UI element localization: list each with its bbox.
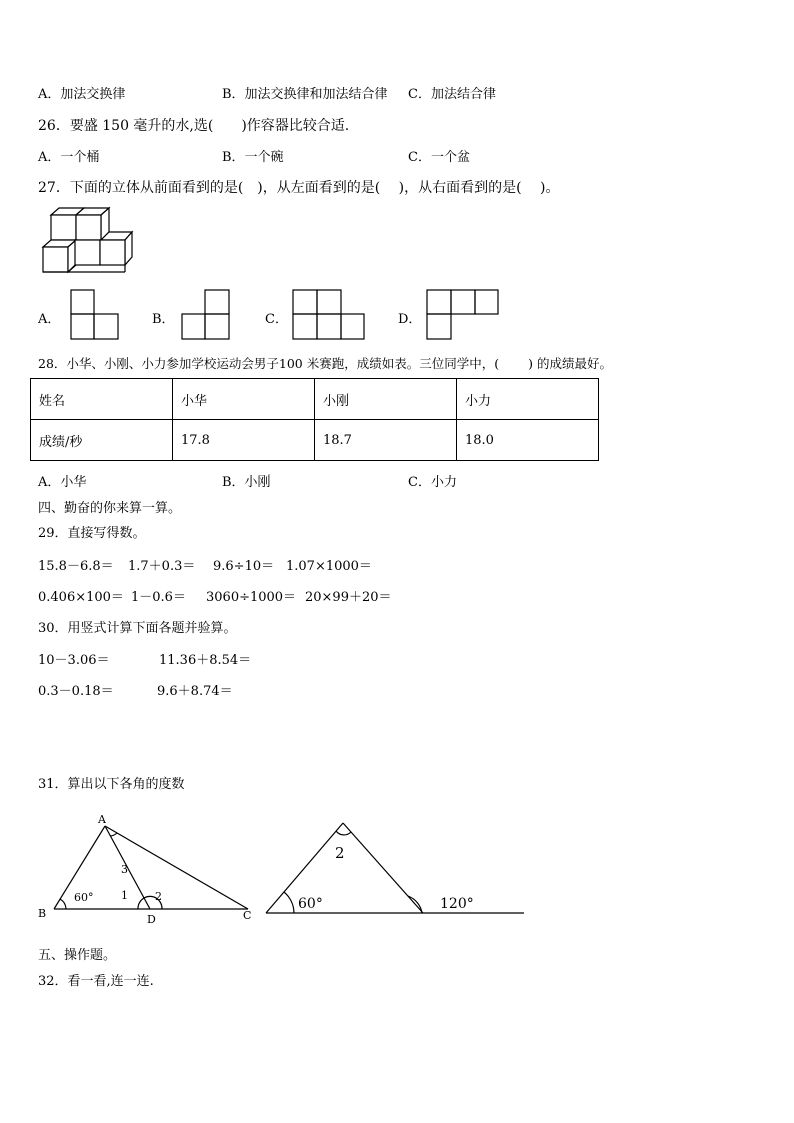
cube-stack-figure xyxy=(40,205,136,277)
q29-item: 15.8－6.8＝ xyxy=(38,559,114,574)
angle-1-label: 1 xyxy=(121,889,128,902)
q30-item: 11.36＋8.54＝ xyxy=(159,653,252,668)
q29-question: 29．直接写得数。 xyxy=(38,526,146,541)
q27-option-a-label: A． xyxy=(38,312,61,327)
table-cell: 成绩/秒 xyxy=(31,420,173,461)
q27-option-a-view xyxy=(70,289,120,341)
q25-option-c: C．加法结合律 xyxy=(408,87,496,102)
angle-60-label: 60° xyxy=(298,896,323,912)
q26-option-a: A．一个桶 xyxy=(38,150,100,165)
q30-item: 10－3.06＝ xyxy=(38,653,110,668)
q29-item: 9.6÷10＝ xyxy=(213,559,275,574)
q26-option-b: B．一个碗 xyxy=(222,150,284,165)
q28-score-table xyxy=(30,378,599,461)
table-cell: 姓名 xyxy=(31,379,173,420)
q29-item: 3060÷1000＝ xyxy=(206,590,297,605)
q30-question: 30．用竖式计算下面各题并验算。 xyxy=(38,621,237,636)
table-cell: 小力 xyxy=(457,379,599,420)
angle-b-label: 60° xyxy=(74,891,94,904)
q31-question: 31．算出以下各角的度数 xyxy=(38,777,185,792)
angle-2-label: 2 xyxy=(335,844,345,862)
angle-120-label: 120° xyxy=(440,896,474,912)
q30-item: 9.6＋8.74＝ xyxy=(157,684,233,699)
vertex-a-label: A xyxy=(98,813,106,826)
table-cell: 小华 xyxy=(173,379,315,420)
q29-item: 1－0.6＝ xyxy=(131,590,186,605)
table-header-row xyxy=(31,379,599,420)
q28-question: 28．小华、小刚、小力参加学校运动会男子100 米赛跑，成绩如表。三位同学中，( ) 的成绩最好。 xyxy=(38,356,612,371)
table-cell: 17.8 xyxy=(173,420,315,461)
q29-item: 1.7＋0.3＝ xyxy=(128,559,196,574)
q27-option-b-label: B． xyxy=(152,312,175,327)
section4-title: 四、勤奋的你来算一算。 xyxy=(38,501,182,516)
q29-item: 20×99＋20＝ xyxy=(305,590,392,605)
q25-option-a: A．加法交换律 xyxy=(38,87,126,102)
q28-option-c: C．小力 xyxy=(408,475,457,490)
q27-option-b-view xyxy=(181,289,231,341)
table-row xyxy=(31,420,599,461)
q29-item: 1.07×1000＝ xyxy=(286,559,372,574)
q28-option-a: A．小华 xyxy=(38,475,87,490)
q27-option-d-label: D． xyxy=(398,312,422,327)
angle-3-label: 3 xyxy=(121,863,128,876)
q27-option-d-view xyxy=(426,289,500,341)
q30-item: 0.3－0.18＝ xyxy=(38,684,114,699)
q27-question: 27．下面的立体从前面看到的是( )，从左面看到的是( )，从右面看到的是( )。 xyxy=(38,180,560,196)
vertex-d-label: D xyxy=(147,913,156,926)
q25-option-b: B．加法交换律和加法结合律 xyxy=(222,87,388,102)
q26-option-c: C．一个盆 xyxy=(408,150,470,165)
q31-triangle-abc-figure xyxy=(34,810,264,925)
table-cell: 小刚 xyxy=(315,379,457,420)
q32-question: 32．看一看,连一连. xyxy=(38,974,154,989)
table-cell: 18.7 xyxy=(315,420,457,461)
vertex-c-label: C xyxy=(243,909,252,922)
angle-2-label: 2 xyxy=(155,890,162,903)
q27-option-c-view xyxy=(292,289,366,341)
q26-question: 26．要盛 150 毫升的水,选( )作容器比较合适. xyxy=(38,118,350,134)
q31-triangle-exterior-figure xyxy=(264,815,529,920)
q29-item: 0.406×100＝ xyxy=(38,590,124,605)
table-cell: 18.0 xyxy=(457,420,599,461)
vertex-b-label: B xyxy=(38,907,47,920)
q27-option-c-label: C． xyxy=(265,312,288,327)
q28-option-b: B．小刚 xyxy=(222,475,271,490)
section5-title: 五、操作题。 xyxy=(38,948,117,963)
